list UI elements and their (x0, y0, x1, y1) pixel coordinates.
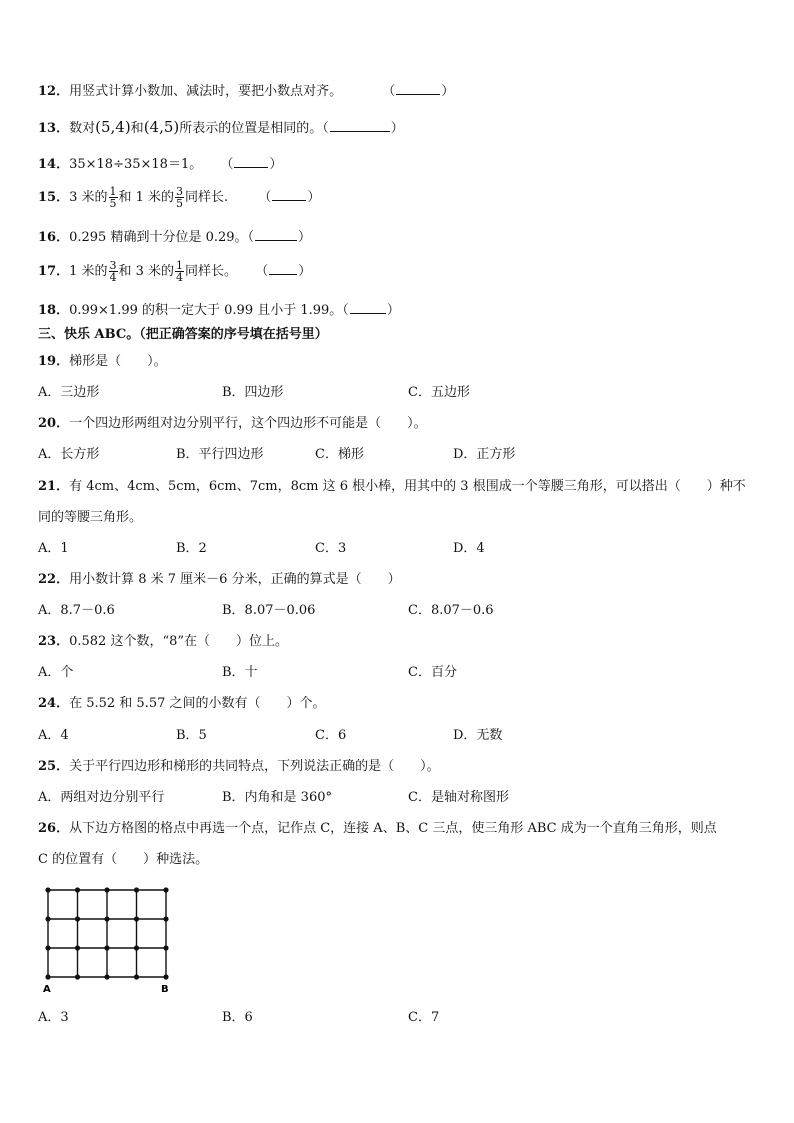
answer-blank[interactable]: （ ） (255, 264, 312, 279)
option-d[interactable]: D．4 (453, 541, 485, 556)
question-23 (38, 633, 288, 651)
question-20 (38, 415, 427, 433)
option-c[interactable]: C．百分 (408, 665, 457, 680)
option-a[interactable]: A．两组对边分别平行 (38, 790, 165, 805)
question-21-continued: 同的等腰三角形。 (38, 510, 143, 525)
point-a-label: A (43, 984, 51, 995)
option-b[interactable]: B．6 (222, 1010, 253, 1025)
question-21 (38, 478, 746, 496)
question-12 (38, 82, 454, 101)
option-b[interactable]: B．平行四边形 (176, 447, 264, 462)
question-26 (38, 820, 717, 838)
question-25 (38, 758, 440, 776)
answer-blank[interactable] (255, 228, 297, 241)
option-a[interactable]: A．4 (38, 728, 69, 743)
answer-blank[interactable] (330, 119, 390, 132)
option-a[interactable]: A．3 (38, 1010, 69, 1025)
question-number: 20． (38, 416, 70, 431)
question-number: 12． (38, 84, 70, 99)
question-number: 22． (38, 572, 70, 587)
option-c[interactable]: C．梯形 (315, 447, 364, 462)
option-b[interactable]: B．8.07－0.06 (222, 603, 316, 618)
question-18: 18．0.99×1.99 的积一定大于 0.99 且小于 1.99。（ ） (38, 303, 400, 318)
question-22 (38, 571, 401, 589)
option-c[interactable]: C．6 (315, 728, 347, 743)
answer-blank[interactable]: （ ） (258, 190, 321, 205)
option-a[interactable]: A．三边形 (38, 385, 100, 400)
option-d[interactable]: D．正方形 (453, 447, 516, 462)
question-number: 14． (38, 157, 70, 172)
coordinate-pair: (5,4) (95, 118, 131, 136)
question-text: 35×18÷35×18＝1。 (69, 157, 203, 172)
question-number: 19． (38, 354, 70, 369)
question-text: 0.582 这个数，“8”在（ ）位上。 (69, 634, 289, 649)
question-number: 17． (38, 264, 70, 279)
question-text: 3 米的 (69, 190, 108, 205)
option-c[interactable]: C．是轴对称图形 (408, 790, 509, 805)
question-number: 15． (38, 190, 70, 205)
option-a[interactable]: A．长方形 (38, 447, 100, 462)
question-13: 13．数对(5,4)和(4,5)所表示的位置是相同的。（ ） (38, 118, 404, 136)
option-d[interactable]: D．无数 (453, 728, 503, 743)
answer-blank[interactable]: （ ） (220, 157, 283, 172)
option-c[interactable]: C．8.07－0.6 (408, 603, 494, 618)
question-text: 梯形是（ ）。 (69, 354, 167, 369)
question-text: 1 米的 (69, 264, 108, 279)
question-text: 同样长. (185, 190, 229, 205)
option-b[interactable]: B．内角和是 360° (222, 790, 332, 805)
question-text: 0.99×1.99 的积一定大于 0.99 且小于 1.99。（ (69, 303, 349, 318)
question-number: 26． (38, 821, 70, 836)
option-b[interactable]: B．5 (176, 728, 207, 743)
question-text: 关于平行四边形和梯形的共同特点，下列说法正确的是（ ）。 (69, 759, 440, 774)
option-a[interactable]: A．个 (38, 665, 74, 680)
answer-blank[interactable]: （ ） (382, 84, 455, 99)
question-text: 和 1 米的 (118, 190, 175, 205)
option-b[interactable]: B．四边形 (222, 385, 284, 400)
question-number: 21． (38, 479, 70, 494)
question-number: 13． (38, 121, 70, 136)
question-text: 一个四边形两组对边分别平行，这个四边形不可能是（ ）。 (69, 416, 427, 431)
question-text: 和 3 米的 (118, 264, 175, 279)
question-17 (38, 260, 311, 283)
question-24 (38, 695, 326, 713)
question-number: 25． (38, 759, 70, 774)
question-text: 用小数计算 8 米 7 厘米－6 分米，正确的算式是（ ） (69, 572, 401, 587)
question-text: 同样长。 (185, 264, 238, 279)
option-a[interactable]: A．1 (38, 541, 69, 556)
question-number: 16． (38, 230, 70, 245)
grid-diagram (38, 880, 178, 998)
answer-blank[interactable] (350, 301, 386, 314)
question-text: 所表示的位置是相同的。（ (179, 121, 329, 136)
question-text: 0.295 精确到十分位是 0.29。（ (69, 230, 255, 245)
question-text: 数对 (69, 121, 96, 136)
fraction: $\frac{1}{4}$ (176, 259, 184, 284)
option-c[interactable]: C．3 (315, 541, 347, 556)
question-text: 在 5.52 和 5.57 之间的小数有（ ）个。 (69, 696, 326, 711)
option-c[interactable]: C．五边形 (408, 385, 470, 400)
question-19 (38, 353, 167, 371)
question-16: 16．0.295 精确到十分位是 0.29。（ ） (38, 230, 312, 245)
question-14 (38, 155, 282, 174)
question-number: 24． (38, 696, 70, 711)
coordinate-pair: (4,5) (143, 118, 180, 136)
question-26-continued: C 的位置有（ ）种选法。 (38, 852, 209, 867)
question-text: 用竖式计算小数加、减法时，要把小数点对齐。 (69, 84, 343, 99)
question-text: 从下边方格图的格点中再选一个点，记作点 C，连接 A、B、C 三点，使三角形 ABC 成为一个直角三角形，则点 (69, 821, 717, 836)
option-b[interactable]: B．十 (222, 665, 258, 680)
option-c[interactable]: C．7 (408, 1010, 440, 1025)
fraction: $\frac{3}{5}$ (176, 185, 184, 210)
option-b[interactable]: B．2 (176, 541, 207, 556)
point-b-label: B (161, 984, 169, 995)
question-number: 23． (38, 634, 70, 649)
fraction: $\frac{1}{5}$ (109, 185, 117, 210)
question-text: 和 (130, 121, 144, 136)
question-15 (38, 186, 320, 209)
section-heading: 三、快乐 ABC。（把正确答案的序号填在括号里） (38, 327, 328, 342)
option-a[interactable]: A．8.7－0.6 (38, 603, 115, 618)
fraction: $\frac{3}{4}$ (109, 259, 117, 284)
question-number: 18． (38, 303, 70, 318)
question-text: 有 4cm、4cm、5cm，6cm、7cm，8cm 这 6 根小棒，用其中的 3 根围成一个等腰三角形，可以搭出（ ）种不 (69, 479, 746, 494)
